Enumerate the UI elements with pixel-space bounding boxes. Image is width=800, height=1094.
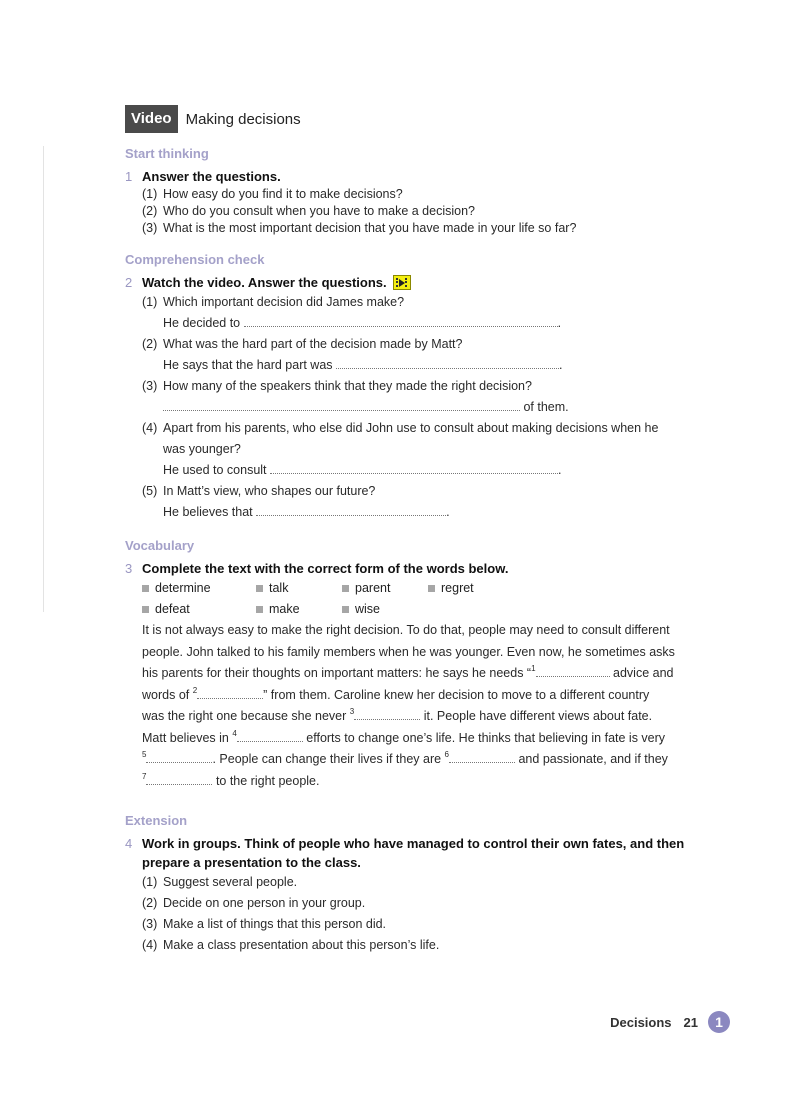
video-tag: Video	[125, 105, 178, 133]
page-footer	[610, 1011, 730, 1033]
task-3	[125, 559, 695, 578]
unit-badge: 1	[708, 1011, 730, 1033]
section-heading-extension: Extension	[125, 813, 188, 828]
question-item: (3) How many of the speakers think that they made the right decision?	[142, 379, 532, 393]
task-instruction: Complete the text with the correct form of the words below.	[142, 561, 509, 576]
word-item: defeat	[142, 599, 256, 620]
task-instruction: Work in groups. Think of people who have managed to control their own fates, and then	[142, 836, 685, 851]
question-list-1	[142, 186, 695, 237]
list-item: (3) Make a list of things that this person did.	[142, 917, 387, 931]
gap-blank[interactable]	[354, 707, 420, 720]
task-instruction: Answer the questions.	[142, 169, 281, 184]
task-number: 4	[125, 836, 133, 851]
section-heading-comprehension: Comprehension check	[125, 252, 265, 267]
section-heading-vocabulary: Vocabulary	[125, 538, 195, 553]
answer-blank[interactable]	[336, 356, 559, 369]
question-item: (1) Which important decision did James make?	[142, 295, 405, 309]
task-number: 2	[125, 275, 133, 290]
video-film-icon[interactable]	[393, 275, 411, 290]
answer-line: of them.	[163, 397, 695, 418]
answer-blank[interactable]	[270, 461, 558, 474]
question-item: (1) How easy do you find it to make decisions?	[142, 187, 403, 201]
question-item: (4) Apart from his parents, who else did John use to consult about making decisions when he was younger?	[142, 421, 659, 456]
extension-list	[142, 872, 695, 956]
page-title	[125, 105, 695, 133]
question-list-2	[142, 292, 695, 523]
answer-line: He decided to .	[163, 316, 562, 330]
gap-blank[interactable]	[146, 772, 212, 785]
word-item: talk	[256, 578, 342, 599]
task-number: 1	[125, 169, 133, 184]
page-number: 21	[683, 1014, 698, 1030]
section-heading-start-thinking: Start thinking	[125, 146, 209, 161]
gap-blank[interactable]	[449, 750, 515, 763]
task-4: 4 Work in groups. Think of people who have managed to control their own fates, and then prepare a presentation to the class.	[125, 836, 685, 870]
answer-line: He believes that .	[163, 505, 450, 519]
gap-blank[interactable]	[197, 686, 263, 699]
cloze-paragraph: It is not always easy to make the right decision. To do that, people may need to consult different people. John talked to his family members when he was younger. Even now, he sometimes asks his parents for their thoughts on important matters: he says he needs “$^1$ advice and words of $^2$ ” from them. Caroline knew her decision to move to a different country was the right one because she never $^3$ it. People have different views about fate. Matt believes in $^4$ efforts to change one’s life. He thinks that believing in fate is very $^5$ . People can change their lives if they are $^6$ and passionate, and if they $^7$ to the right people.	[142, 623, 675, 788]
question-item: (2) Who do you consult when you have to make a decision?	[142, 204, 475, 218]
question-item: (3) What is the most important decision that you have made in your life so far?	[142, 221, 577, 235]
word-item: regret	[428, 578, 542, 599]
list-item: (4) Make a class presentation about this person’s life.	[142, 938, 440, 952]
chapter-name: Decisions	[610, 1014, 672, 1030]
gap-blank[interactable]	[237, 729, 303, 742]
worksheet	[125, 105, 695, 956]
list-item: (1) Suggest several people.	[142, 875, 298, 889]
title-text: Making decisions	[185, 110, 301, 128]
answer-blank[interactable]	[163, 398, 520, 411]
task-1	[125, 167, 695, 186]
word-item: determine	[142, 578, 256, 599]
word-item: wise	[342, 599, 428, 620]
task-2	[125, 273, 695, 292]
answer-blank[interactable]	[256, 503, 446, 516]
question-item: (2) What was the hard part of the decision made by Matt?	[142, 337, 463, 351]
margin-rule	[43, 146, 44, 612]
list-item: (2) Decide on one person in your group.	[142, 896, 366, 910]
gap-blank[interactable]	[146, 750, 212, 763]
task-instruction: Watch the video. Answer the questions.	[142, 275, 387, 290]
answer-line: He used to consult .	[163, 463, 562, 477]
word-item: parent	[342, 578, 428, 599]
answer-blank[interactable]	[244, 314, 558, 327]
gap-blank[interactable]	[536, 664, 610, 677]
answer-line: He says that the hard part was .	[163, 358, 563, 372]
word-item: make	[256, 599, 342, 620]
word-box	[142, 578, 695, 620]
question-item: (5) In Matt’s view, who shapes our future?	[142, 484, 376, 498]
task-number: 3	[125, 561, 133, 576]
